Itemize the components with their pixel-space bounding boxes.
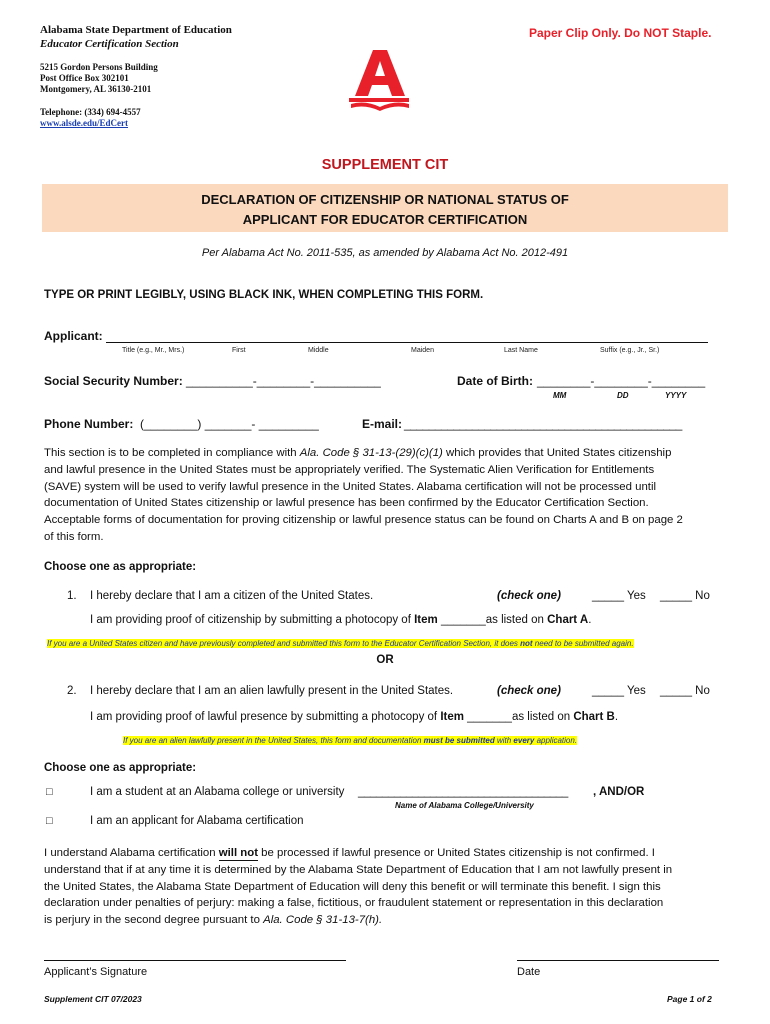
supplement-title: SUPPLEMENT CIT xyxy=(321,157,449,173)
proof-2: I am providing proof of lawful presence by submitting a photocopy of Item _______as listed on Chart B. xyxy=(90,711,619,723)
section-name: Educator Certification Section xyxy=(40,38,179,50)
intro-line-4: documentation of United States citizenship or lawful presence has been confirmed by the Educator Certification Section. xyxy=(44,497,649,510)
intro-line-5: Acceptable forms of documentation for proving citizenship or lawful presence status can be found on Charts A and B on page 2 xyxy=(44,514,683,527)
choose-one-heading-1: Choose one as appropriate: xyxy=(44,561,197,573)
phone-label: Phone Number: xyxy=(44,417,134,431)
applicant-checkbox[interactable]: □ xyxy=(46,815,53,827)
dob-yyyy: YYYY xyxy=(665,391,687,400)
name-part-suffix: Suffix (e.g., Jr., Sr.) xyxy=(600,347,660,354)
choose-one-heading-2: Choose one as appropriate: xyxy=(44,762,197,774)
intro-line-2: and lawful presence in the United States must be appropriately verified. The Systematic Alien Verification for Entitlements xyxy=(44,463,655,476)
ssn-field[interactable]: __________-________-__________ xyxy=(186,374,381,388)
declaration-line-4: declaration under penalties of perjury: making a false, fictitious, or fraudulent statement or representation in this declaration xyxy=(44,897,664,910)
name-part-last: Last Name xyxy=(504,347,538,354)
item-2-text: I hereby declare that I am an alien lawfully present in the United States. xyxy=(90,685,454,697)
alien-no[interactable]: _____ No xyxy=(660,685,710,697)
department-name: Alabama State Department of Education xyxy=(40,24,232,36)
declaration-line-1: I understand Alabama certification will not be processed if lawful presence or United States citizenship is not confirmed. I xyxy=(44,847,655,859)
declaration-line-2: understand that if at any time it is determined by the Alabama State Department of Education that I am not lawfully present in xyxy=(44,863,673,876)
item-1-text: I hereby declare that I am a citizen of the United States. xyxy=(90,590,374,602)
name-part-first: First xyxy=(232,347,246,354)
signature-line[interactable] xyxy=(44,960,346,961)
check-one-2: (check one) xyxy=(497,685,561,697)
applicant-option: I am an applicant for Alabama certification xyxy=(90,815,304,827)
proof-2-item-blank[interactable]: _______ xyxy=(463,711,512,723)
dob-field[interactable]: ________-________-________ xyxy=(537,374,706,388)
intro-line-3: (SAVE) system will be used to verify lawful presence in the United States. Alabama certification will not be processed until xyxy=(44,480,657,493)
applicant-label: Applicant: xyxy=(44,329,103,343)
dob-dd: DD xyxy=(617,391,629,400)
college-name-field[interactable]: ___________________________________ xyxy=(358,786,568,798)
dob-label: Date of Birth: xyxy=(457,374,533,388)
intro-line-1: This section is to be completed in compliance with Ala. Code § 31-13-(29)(c)(1) which provides that United States citizenship xyxy=(44,447,672,459)
email-label: E-mail: xyxy=(362,417,403,431)
check-one-1: (check one) xyxy=(497,590,561,602)
phone-field[interactable]: (________) _______- _________ xyxy=(140,417,319,431)
telephone: Telephone: (334) 694-4557 xyxy=(40,107,141,117)
date-label: Date xyxy=(517,966,541,978)
applicant-name-line[interactable] xyxy=(106,342,708,343)
student-option: I am a student at an Alabama college or university xyxy=(90,786,345,798)
item-1-number: 1. xyxy=(67,590,77,602)
address-line-1: 5215 Gordon Persons Building xyxy=(40,62,158,72)
date-line[interactable] xyxy=(517,960,719,961)
item-2-number: 2. xyxy=(67,685,77,697)
act-reference: Per Alabama Act No. 2011-535, as amended by Alabama Act No. 2012-491 xyxy=(201,247,569,259)
staple-notice: Paper Clip Only. Do NOT Staple. xyxy=(529,26,712,40)
or-divider: OR xyxy=(376,654,394,666)
email-field[interactable]: _____________________________________________ xyxy=(404,417,682,431)
form-title-line-1: DECLARATION OF CITIZENSHIP OR NATIONAL STATUS OF xyxy=(201,192,569,207)
signature-label: Applicant’s Signature xyxy=(44,966,148,978)
college-caption: Name of Alabama College/University xyxy=(395,801,534,810)
address-line-3: Montgomery, AL 36130-2101 xyxy=(40,84,152,94)
intro-line-6: of this form. xyxy=(44,530,104,543)
alien-yes[interactable]: _____ Yes xyxy=(592,685,646,697)
citizen-yes[interactable]: _____ Yes xyxy=(592,590,646,602)
name-part-title: Title (e.g., Mr., Mrs.) xyxy=(122,347,185,354)
student-checkbox[interactable]: □ xyxy=(46,786,53,798)
dob-mm: MM xyxy=(553,391,567,400)
address-line-2: Post Office Box 302101 xyxy=(40,73,129,83)
proof-1: I am providing proof of citizenship by submitting a photocopy of Item _______as listed on Chart A. xyxy=(90,614,592,626)
page-number: Page 1 of 2 xyxy=(667,994,712,1004)
declaration-paragraph xyxy=(44,845,726,929)
note-alien: If you are an alien lawfully present in the United States, this form and documentation must be submitted with every application. xyxy=(123,736,578,745)
declaration-line-5: is perjury in the second degree pursuant to Ala. Code § 31-13-7(h). xyxy=(44,914,383,927)
intro-paragraph xyxy=(44,445,726,546)
alsde-logo xyxy=(345,46,415,112)
citizen-no[interactable]: _____ No xyxy=(660,590,710,602)
name-part-maiden: Maiden xyxy=(411,347,434,354)
ssn-label: Social Security Number: xyxy=(44,374,183,388)
instruction-text: TYPE OR PRINT LEGIBLY, USING BLACK INK, WHEN COMPLETING THIS FORM. xyxy=(44,289,484,301)
form-id: Supplement CIT 07/2023 xyxy=(44,994,142,1004)
note-citizen: If you are a United States citizen and have previously completed and submitted this form to the Educator Certification Section, it does not need to be submitted again. xyxy=(47,639,634,648)
declaration-line-3: the United States, the Alabama State Department of Education will deny this benefit or will terminate this benefit. I sign this xyxy=(44,880,661,893)
logo-a-icon xyxy=(345,46,415,112)
and-or-text: , AND/OR xyxy=(593,786,645,798)
website-link[interactable]: www.alsde.edu/EdCert xyxy=(40,118,129,128)
form-title-line-2: APPLICANT FOR EDUCATOR CERTIFICATION xyxy=(242,212,528,227)
name-part-middle: Middle xyxy=(308,347,329,354)
proof-1-item-blank[interactable]: _______ xyxy=(437,614,486,626)
